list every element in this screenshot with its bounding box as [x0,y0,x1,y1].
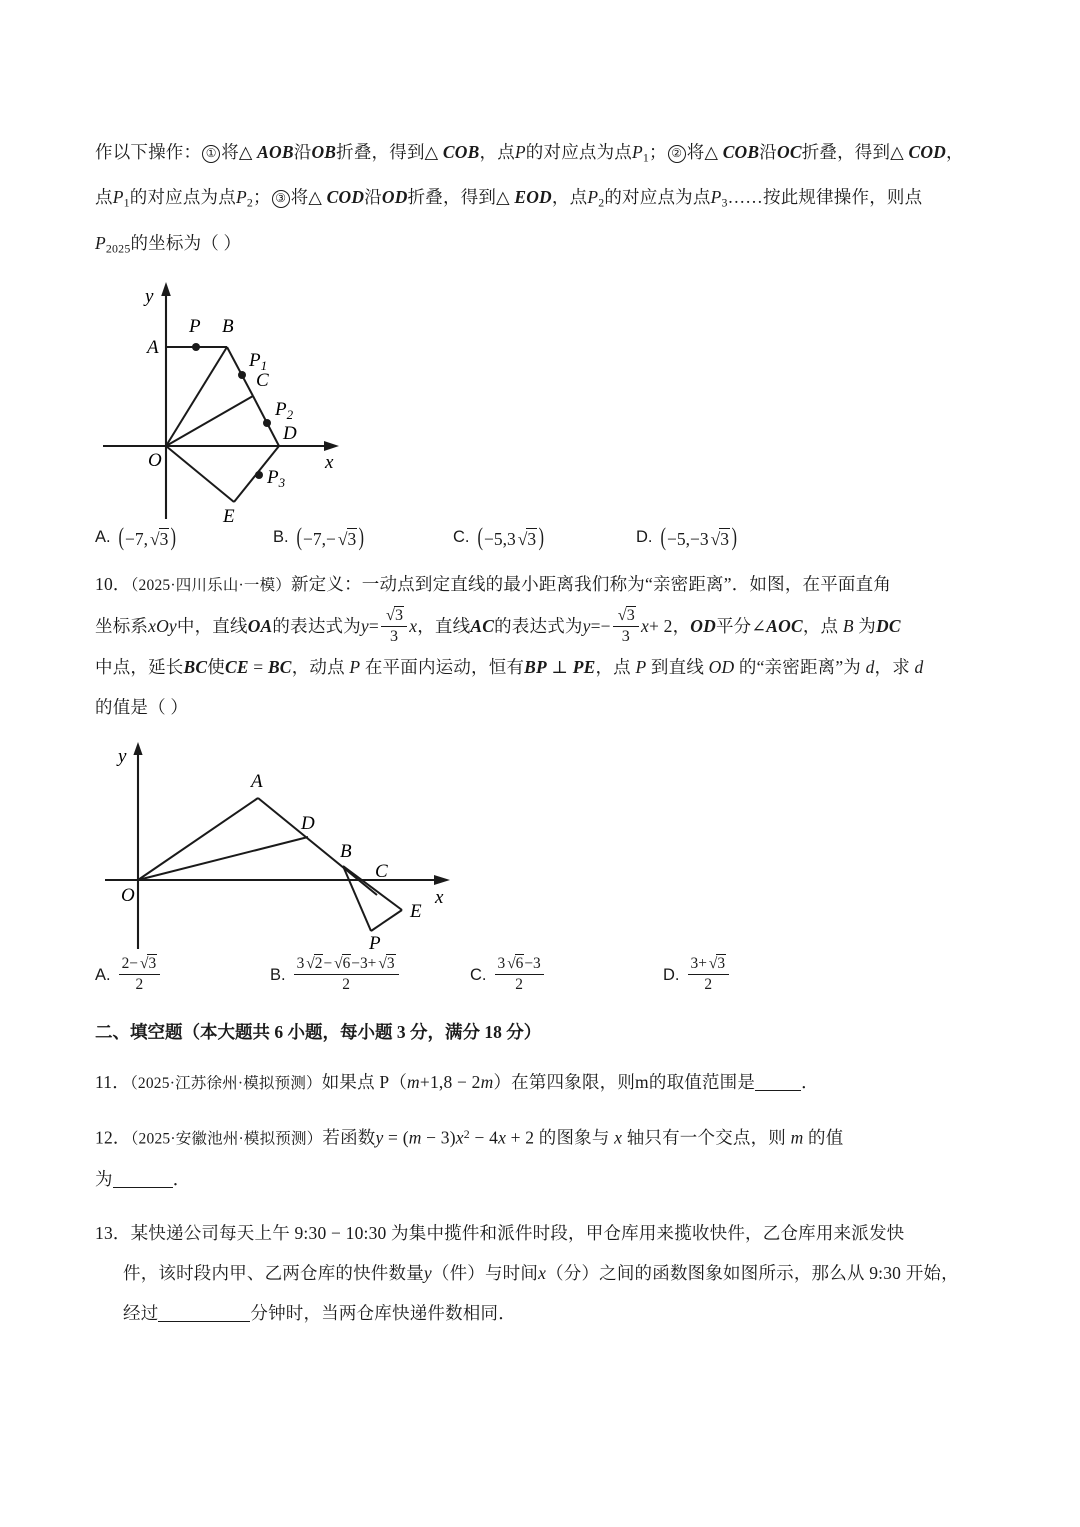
q10-option-c[interactable] [470,956,663,994]
q9-stem [95,132,985,177]
point-P3-dot [255,471,263,479]
q10-t3f: 到直线 [646,657,709,678]
q10-t2i: 为 [853,615,876,636]
q12-line1 [95,1114,985,1159]
label-E: E [410,901,422,923]
q10-ac: AC [470,615,495,636]
q9-t2d: ， [946,142,964,162]
q10-y2: y [582,615,591,636]
circled-three-icon: ③ [272,190,290,208]
q9-t1e: 的对应点为点 [525,142,632,162]
q9-t1b: 沿 [293,142,312,162]
q12-t5: 轴只有一个交点，则 [622,1127,791,1148]
q9-t4d: ，点 [551,187,588,208]
q9-p3: P [710,187,722,208]
point-P2-dot [263,419,271,427]
q13-line3 [95,1293,985,1333]
q11-answer-blank[interactable] [755,1090,801,1091]
q10-t3c: ，动点 [291,657,350,678]
q12-source: （2025·安徽池州·模拟预测） [130,1130,323,1148]
q10-option-a-label: A. [95,965,111,984]
q10-plus2: + 2 [648,615,673,636]
q10-eq3: = [248,657,268,678]
q13-y: y [423,1263,432,1284]
q12-answer-blank[interactable] [113,1187,173,1188]
q11-m: m [407,1071,420,1092]
q10-frac2: $\frac{√3}{3}$ [613,607,639,646]
label-P: P [189,315,201,337]
q13-t2c: （分）之间的函数图象如图所示，那么从 9:30 开始， [546,1263,959,1284]
q9-cob2: COB [722,142,760,162]
q10-bc2: BC [267,657,292,678]
q9-t4a: 将△ [290,187,323,208]
q10-stem-line3 [95,647,985,687]
q13-x: x [538,1263,547,1284]
y-axis-arrow-icon [161,282,171,296]
segment-OC [166,396,253,446]
q10-perp-icon: ⊥ [546,657,573,678]
q11-t2: +1,8 − 2 [419,1071,481,1092]
q10-x1: x [409,615,418,636]
q10-frac1-den: 3 [389,628,399,646]
q9-t4b: 沿 [364,187,382,208]
q10-od: OD [690,615,716,636]
q10-d2: d [914,657,924,678]
y-axis-arrow-icon [133,742,142,755]
segment-OD [138,837,308,880]
segment-PE [371,910,402,931]
q9-t2a: 将△ [686,142,719,162]
q10-t2g: 平分∠ [715,615,767,636]
segment-OB [166,347,227,446]
label-C: C [375,861,388,883]
q9-aob: AOB [257,142,294,162]
q12-y: y [375,1127,384,1148]
q9-t4f: ……按此规律操作，则点 [727,187,923,208]
q10-t1: 新定义：一动点到定直线的最小距离我们称为“亲密距离”．如图，在平面直角 [290,573,892,594]
q12-t2: − 3) [421,1127,456,1148]
circled-two-icon: ② [668,145,686,163]
q12-line2 [95,1159,985,1199]
q9-p1b-sub: 1 [123,195,130,210]
q13-line1 [95,1213,985,1253]
q10-t3h: ，求 [874,657,915,678]
q9-t4c: 折叠，得到△ [407,187,510,208]
label-B: B [340,841,352,863]
q12-m: m [408,1127,422,1148]
q9-option-b-value: (−7,− √3) [296,522,365,551]
q9-option-c-value: (−5,3 √3) [476,522,545,551]
label-E: E [223,505,235,524]
q9-p2-sub: 2 [246,195,253,210]
q11-t1: 如果点 P（ [321,1071,408,1092]
q9-p1-sub: 1 [642,150,650,165]
q11-source: （2025·江苏徐州·模拟预测） [129,1074,322,1092]
q10-dc: DC [875,615,901,636]
q9-p2: P [235,187,247,208]
q11-t4: ． [801,1071,819,1092]
label-C: C [256,369,269,391]
q10-t2f: ， [672,615,691,636]
q10-frac1: $\frac{√3}{3}$ [381,607,407,646]
label-B: B [222,315,234,337]
q12-t1: 若函数 [322,1127,376,1148]
q10-stem-line2 [95,606,985,648]
q10-option-c-label: C. [470,965,487,984]
q10-eq2: =− [590,615,611,636]
q13-answer-blank[interactable] [158,1321,250,1322]
q9-stem-text-a: 作以下操作： [95,142,202,162]
q10-option-d-den: 2 [704,975,713,993]
page-content [95,132,985,1333]
point-P-dot [192,343,200,351]
q10-stem-line1 [95,564,985,606]
q10-x2: x [641,615,649,636]
circled-one-icon: ① [202,145,220,163]
q10-od2: OD [708,657,735,678]
q9-p2025-sub: 2025 [105,240,131,255]
q13-t3a: 经过 [123,1303,159,1324]
q10-t2e: 的表达式为 [494,615,583,636]
label-A: A [147,336,159,358]
q9-option-b[interactable] [273,522,453,551]
q9-options [95,522,985,551]
q10-d: d [865,657,875,678]
q11 [95,1062,985,1104]
q9-t1f: ； [649,142,667,162]
q10-figure [105,737,985,952]
q11-m2: m [480,1071,494,1092]
label-P: P [369,933,381,953]
q9-p1b: P [112,187,124,208]
q10-t2d: ，直线 [417,615,471,636]
q9-p2b-sub: 2 [598,195,605,210]
x-axis-arrow-icon [434,875,450,885]
q9-stem-line3 [95,223,985,268]
segment-OE [166,446,234,502]
q10-t3d: 在平面内运动，恒有 [360,657,525,678]
q9-p3-sub: 3 [721,195,728,210]
q9-option-b-label: B. [273,528,289,547]
q9-t3b: 的对应点为点 [129,187,236,208]
q10-option-d-value: $\frac{3+ √3}{2}$ [688,955,730,993]
q9-ob: OB [311,142,337,162]
q10-option-d[interactable] [663,956,731,994]
label-P2: $P_2$ [275,398,294,422]
q13-t2b: （件）与时间 [431,1263,539,1284]
label-O: O [121,885,135,907]
label-D: D [283,422,297,444]
q9-cod: COD [908,142,947,162]
q12-x2: x [498,1127,507,1148]
q10-p: P [349,657,361,678]
q10-t2c: 的表达式为 [272,615,361,636]
q10-figure-svg [105,737,485,952]
q9-option-a[interactable] [95,522,273,551]
q9-t2c: 折叠，得到△ [801,142,904,162]
q9-option-a-label: A. [95,528,111,547]
q10-p2: P [635,657,647,678]
segment-OA [138,798,258,880]
q10-options [95,956,985,994]
q9-t3c: ； [253,187,271,208]
q10-t3e: ，点 [595,657,636,678]
q9-t1a: 将△ [221,142,253,162]
label-O: O [148,449,162,471]
q13-t2a: 件，该时段内甲、乙两仓库的快件数量 [123,1263,424,1284]
q13-line2 [95,1253,985,1293]
q9-oc: OC [776,142,802,162]
q12-t8: ． [172,1169,191,1190]
q13-t1: 某快递公司每天上午 9:30 − 10:30 为集中揽件和派件时段，甲仓库用来揽收快件，乙仓库用来派发快 [130,1223,905,1244]
q9-t3a: 点 [95,187,113,208]
q10-option-b-value: $\frac{3 √2- √6-3+ √3}{2}$ [294,955,399,993]
q10-pe: PE [572,657,596,678]
q12-t3: − 4 [469,1127,499,1148]
q9-p1: P [632,142,643,162]
q13-number: 13． [95,1223,131,1244]
q9-t5b: 的坐标为（ ） [130,232,242,253]
q12-eq: = ( [383,1127,409,1148]
label-A: A [251,771,263,793]
q9-cob: COB [442,142,480,162]
q10-bp: BP [524,657,547,678]
q12-m2: m [790,1127,804,1148]
q9-p2025: P [95,232,106,253]
label-x-axis: x [325,451,334,473]
q12-number: 12． [95,1127,131,1148]
q10-option-a-den: 2 [135,975,144,993]
q10-option-b[interactable] [270,956,470,994]
q12-t7: 为 [95,1169,113,1190]
q9-option-d[interactable] [636,522,738,551]
q9-t2b: 沿 [759,142,777,162]
label-P1: $P_1$ [249,349,268,373]
q10-t3a: 中点，延长 [95,657,184,678]
q10-bc: BC [183,657,208,678]
q9-od: OD [381,187,408,208]
q9-option-d-value: (−5,−3 √3) [659,522,737,551]
q10-option-b-label: B. [270,965,286,984]
q9-p2b: P [587,187,599,208]
q10-t3b: 使 [207,657,225,678]
q12-t4: + 2 的图象与 [506,1127,615,1148]
q10-t4: 的值是（ ） [95,697,189,718]
q9-option-c-label: C. [453,528,470,547]
q11-t3: ）在第四象限，则m的取值范围是 [493,1071,756,1092]
q10-number: 10． [95,573,131,594]
q10-t2b: 中，直线 [176,615,248,636]
q9-figure [103,274,985,524]
x-axis-arrow-icon [324,441,339,451]
q10-ce: CE [224,657,249,678]
q10-eq1: = [368,615,379,636]
label-P3: $P_3$ [267,466,286,490]
q12-xax: x [614,1127,623,1148]
q10-aoc: AOC [766,615,803,636]
q9-stem-line2 [95,177,985,222]
q11-number: 11． [95,1071,130,1092]
q10-oa: OA [247,615,273,636]
label-y-axis: y [145,285,154,307]
q10-option-c-den: 2 [515,975,523,993]
q13-t3b: 分钟时，当两仓库快递件数相同． [250,1303,516,1324]
q9-cod2: COD [326,187,365,208]
q9-option-c[interactable] [453,522,636,551]
q10-source: （2025·四川乐山·一模） [130,576,291,594]
q9-option-d-label: D. [636,528,653,547]
q10-option-d-label: D. [663,965,680,984]
q10-t2a: 坐标系 [95,615,149,636]
q10-option-b-den: 2 [342,975,350,993]
q10-frac2-den: 3 [621,628,630,646]
q10-option-a[interactable] [95,956,270,994]
section-2-heading: 二、填空题（本大题共 6 小题，每小题 3 分，满分 18 分） [95,1021,542,1042]
q9-p: P [514,142,526,162]
q10-option-a-value: $\frac{2- √3}{2}$ [119,955,161,993]
q9-t1c: 折叠，得到△ [336,142,439,162]
q12-x: x [455,1127,464,1148]
q10-xoy: xOy [148,615,177,636]
q12-t6: 的值 [803,1127,844,1148]
q10-stem-line4 [95,687,985,727]
label-D: D [301,813,315,835]
q9-t1d: ，点 [479,142,515,162]
q12-x-sup: 2 [463,1126,470,1141]
q9-figure-svg [103,274,383,524]
q9-eod: EOD [514,187,552,208]
q10-b: B [842,615,854,636]
label-x-axis: x [435,887,444,909]
label-y-axis: y [118,746,127,768]
q10-t3g: 的“亲密距离”为 [734,657,866,678]
point-P1-dot [238,371,246,379]
q9-t4e: 的对应点为点 [604,187,711,208]
q10-t2h: ，点 [802,615,843,636]
q9-option-a-value: (−7, √3) [118,522,177,551]
q10-y1: y [360,615,369,636]
q10-option-c-value: $\frac{3 √6-3}{2}$ [495,955,544,993]
